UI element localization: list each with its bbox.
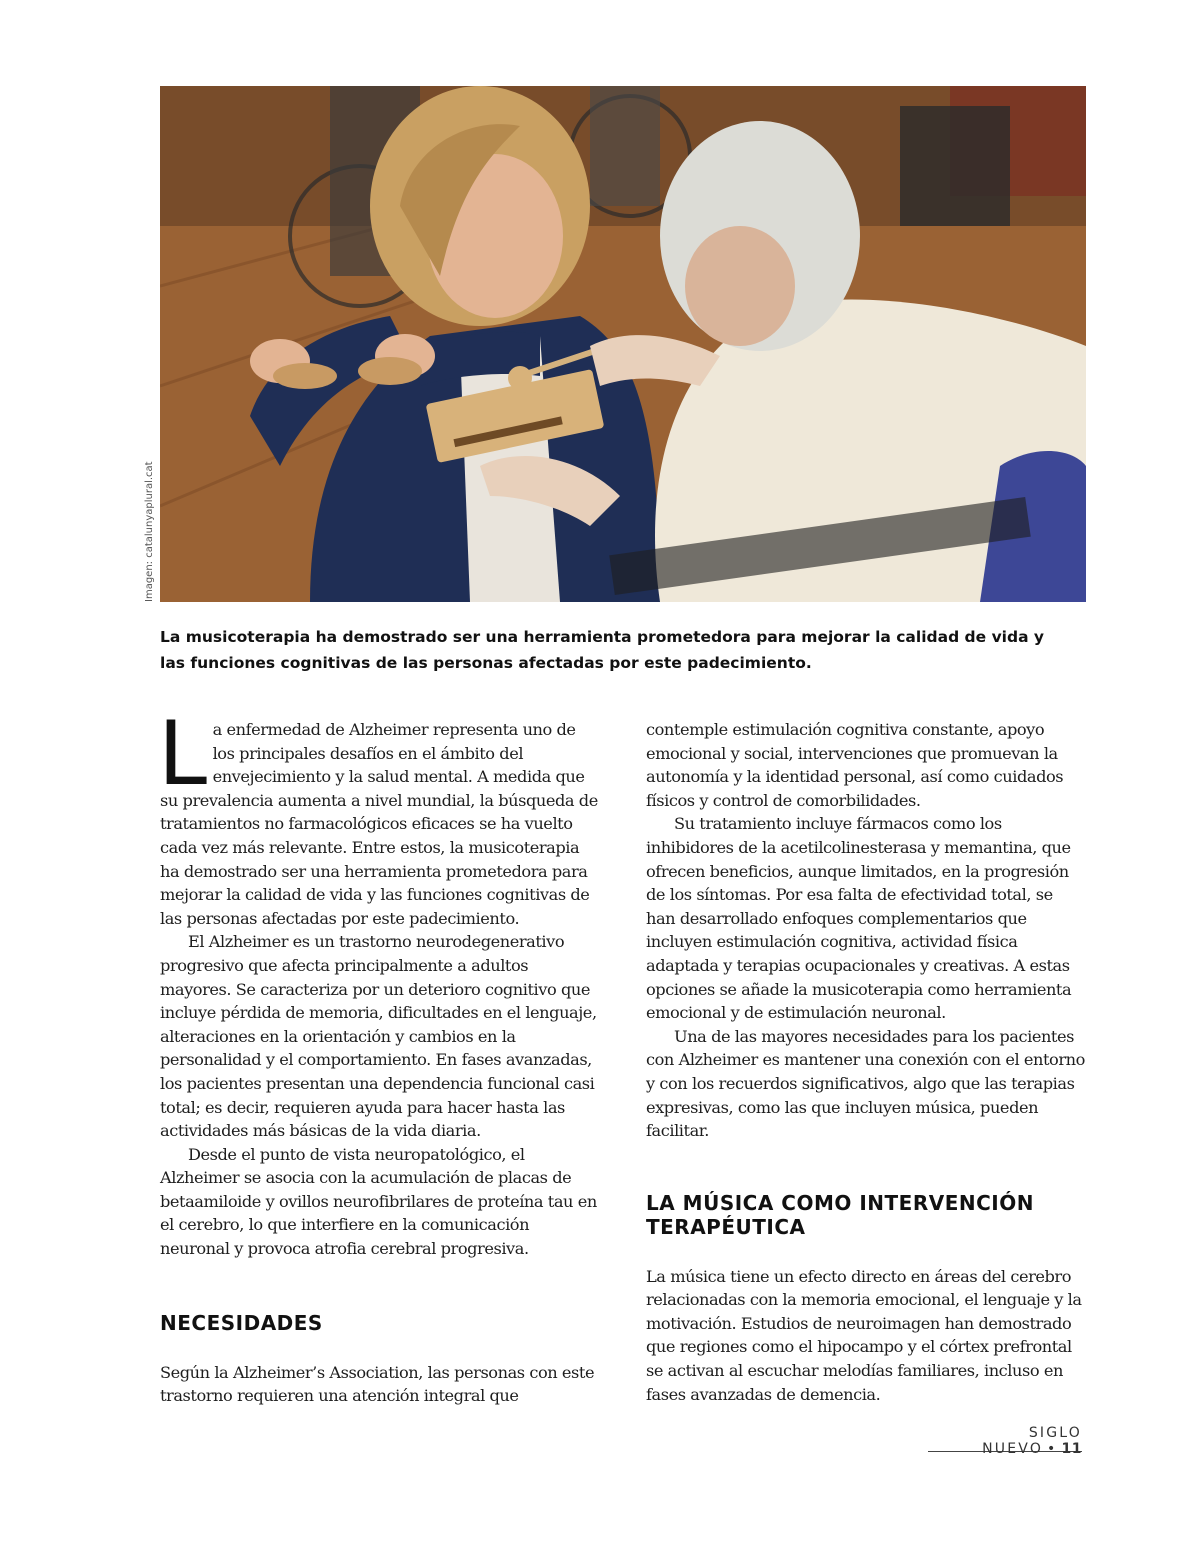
publication-name: SIGLO NUEVO: [982, 1425, 1082, 1457]
article-column-left: [158, 702, 600, 1408]
article-paragraph: Su tratamiento incluye fármacos como los inhibidores de la acetilcolinesterasa y memantina, que ofrecen beneficios, aunque limitados, en la progresión de los síntomas. Por esa falta de efectividad total, se han desarrollado enfoques complementarios que incluyen estimulación cognitiva, actividad física adaptada y terapias ocupacionales y creativas. A estas opciones se añade la musicoterapia como herramienta emocional y de estimulación neuronal.: [646, 814, 1072, 1023]
article-photo: [160, 86, 1086, 602]
section-heading: LA MÚSICA COMO INTERVENCIÓN TERAPÉUTICA: [646, 1190, 1034, 1239]
section-heading: NECESIDADES: [160, 1310, 323, 1335]
article-paragraph: La música tiene un efecto directo en áreas del cerebro relacionadas con la memoria emocional, el lenguaje y la motivación. Estudios de neuroimagen han demostrado que regiones como el hipocampo y el córtex prefrontal se activan al escuchar melodías familiares, incluso en fases avanzadas de demencia.: [646, 1266, 1082, 1404]
photo-illustration: [160, 86, 1086, 602]
article-paragraph: Desde el punto de vista neuropatológico, el Alzheimer se asocia con la acumulación de placas de betaamiloide y ovillos neurofibrilares de proteína tau en el cerebro, lo que interfiere en la comunicación neuronal y provoca atrofia cerebral progresiva.: [160, 1144, 597, 1259]
article-paragraph: [158, 702, 600, 930]
photo-caption: La musicoterapia ha demostrado ser una herramienta prometedora para mejorar la calidad de vida y las funciones cognitivas de las personas afectadas por este padecimiento.: [160, 628, 1045, 672]
page-number: 11: [1061, 1441, 1082, 1457]
article-column-right: [646, 718, 1086, 1406]
page-footer: [928, 1425, 1082, 1457]
article-paragraph: Según la Alzheimer’s Association, las personas con este trastorno requieren una atención integral que: [160, 1362, 595, 1406]
photo-credit: Imagen: catalunyaplural.cat: [144, 461, 155, 602]
article-paragraph: contemple estimulación cognitiva constante, apoyo emocional y social, intervenciones que promuevan la autonomía y la identidad personal, así como cuidados físicos y control de comorbilidades.: [646, 720, 1064, 810]
article-paragraph: El Alzheimer es un trastorno neurodegenerativo progresivo que afecta principalmente a adultos mayores. Se caracteriza por un deterioro cognitivo que incluye pérdida de memoria, dificultades en el lenguaje, alteraciones en la orientación y cambios en la personalidad y el comportamiento. En fases avanzadas, los pacientes presentan una dependencia funcional casi total; es decir, requieren ayuda para hacer hasta las actividades más básicas de la vida diaria.: [160, 932, 597, 1141]
article-paragraph: Una de las mayores necesidades para los pacientes con Alzheimer es mantener una conexión con el entorno y con los recuerdos significativos, algo que las terapias expresivas, como las que incluyen música, pueden facilitar.: [646, 1026, 1085, 1141]
footer-separator: •: [1047, 1441, 1058, 1457]
drop-cap: L: [158, 702, 207, 805]
article-paragraph-text: a enfermedad de Alzheimer representa uno de los principales desafíos en el ámbito del envejecimiento y la salud mental. A medida que su prevalencia aumenta a nivel mundial, la búsqueda de tratamientos no farmacológicos eficaces se ha vuelto cada vez más relevante. Entre estos, la musicoterapia ha demostrado ser una herramienta prometedora para mejorar la calidad de vida y las funciones cognitivas de las personas afectadas por este padecimiento.: [160, 720, 598, 928]
